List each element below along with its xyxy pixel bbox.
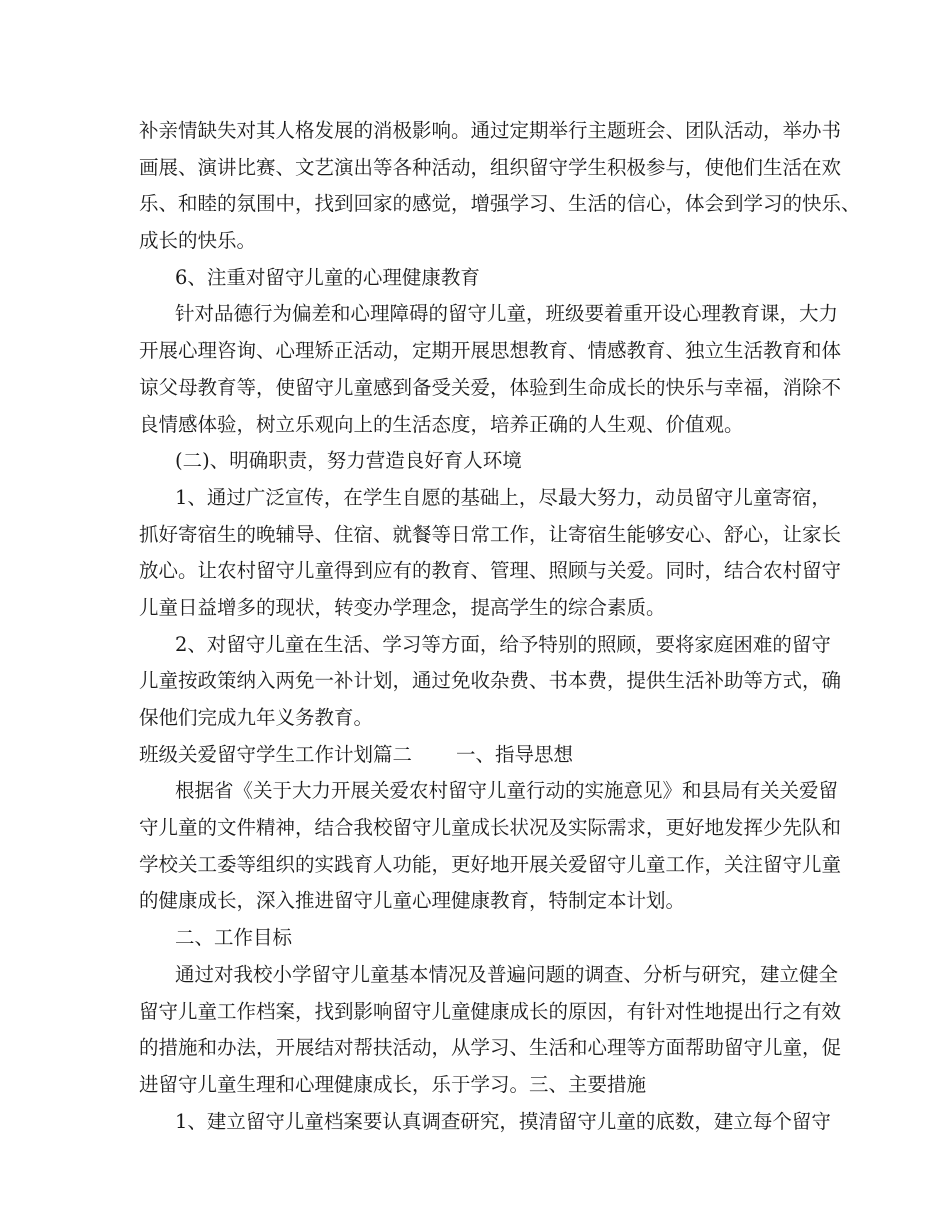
text-line: 保他们完成九年义务教育。 xyxy=(139,706,374,729)
text-line: (二)、明确职责，努力营造良好育人环境 xyxy=(175,449,522,473)
text-line: 二、工作目标 xyxy=(175,926,293,950)
text-line: 儿童日益增多的现状，转变办学理念，提高学生的综合素质。 xyxy=(139,595,666,619)
paragraphs-section-2 xyxy=(139,773,842,1140)
document-body xyxy=(139,113,861,1140)
text-line: 1、建立留守儿童档案要认真调查研究，摸清留守儿童的底数，建立每个留守 xyxy=(175,1109,831,1133)
text-line: 根据省《关于大力开展关爱农村留守儿童行动的实施意见》和县局有关关爱留 xyxy=(175,779,839,803)
text-line: 良情感体验，树立乐观向上的生活态度，培养正确的人生观、价值观。 xyxy=(139,412,744,436)
text-line: 学校关工委等组织的实践育人功能，更好地开展关爱留守儿童工作，关注留守儿童 xyxy=(139,852,842,876)
text-line: 留守儿童工作档案，找到影响留守儿童健康成长的原因，有针对性地提出行之有效 xyxy=(139,999,842,1023)
text-line: 6、注重对留守儿童的心理健康教育 xyxy=(175,265,480,289)
text-line: 1、通过广泛宣传，在学生自愿的基础上，尽最大努力，动员留守儿童寄宿， xyxy=(175,485,831,509)
paragraphs-section-1 xyxy=(139,113,861,737)
text-line: 补亲情缺失对其人格发展的消极影响。通过定期举行主题班会、团队活动，举办书 xyxy=(139,119,842,142)
text-line: 放心。让农村留守儿童得到应有的教育、管理、照顾与关爱。同时，结合农村留守 xyxy=(139,559,842,583)
text-line: 谅父母教育等，使留守儿童感到备受关爱，体验到生命成长的快乐与幸福，消除不 xyxy=(139,375,842,399)
section-subtitle: 一、指导思想 xyxy=(456,742,574,766)
section-title: 班级关爱留守学生工作计划篇二 xyxy=(139,742,413,766)
text-line: 进留守儿童生理和心理健康成长，乐于学习。三、主要措施 xyxy=(139,1072,647,1096)
text-line: 儿童按政策纳入两免一补计划，通过免收杂费、书本费，提供生活补助等方式，确 xyxy=(139,669,842,693)
text-line: 画展、演讲比赛、文艺演出等各种活动，组织留守学生积极参与，使他们生活在欢 xyxy=(139,155,842,179)
text-line: 的措施和办法，开展结对帮扶活动，从学习、生活和心理等方面帮助留守儿童，促 xyxy=(139,1036,842,1060)
text-line: 抓好寄宿生的晚辅导、住宿、就餐等日常工作，让寄宿生能够安心、舒心，让家长 xyxy=(139,522,842,546)
text-line: 针对品德行为偏差和心理障碍的留守儿童，班级要着重开设心理教育课，大力 xyxy=(175,302,839,326)
text-line: 通过对我校小学留守儿童基本情况及普遍问题的调查、分析与研究，建立健全 xyxy=(175,962,839,986)
section-title-line xyxy=(139,737,819,774)
text-line: 成长的快乐。 xyxy=(139,229,257,253)
text-line: 开展心理咨询、心理矫正活动，定期开展思想教育、情感教育、独立生活教育和体 xyxy=(139,339,842,363)
text-line: 的健康成长，深入推进留守儿童心理健康教育，特制定本计划。 xyxy=(139,889,686,913)
text-line: 乐、和睦的氛围中，找到回家的感觉，增强学习、生活的信心，体会到学习的快乐、 xyxy=(139,192,861,216)
text-line: 2、对留守儿童在生活、学习等方面，给予特别的照顾，要将家庭困难的留守 xyxy=(175,632,831,656)
text-line: 守儿童的文件精神，结合我校留守儿童成长状况及实际需求，更好地发挥少先队和 xyxy=(139,816,842,840)
